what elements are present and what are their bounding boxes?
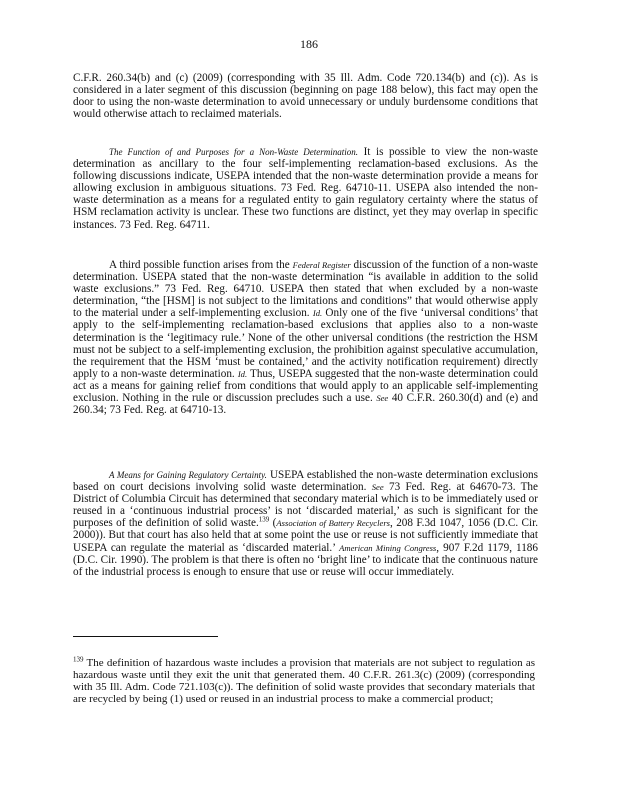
paragraph-text: C.F.R. 260.34(b) and (c) (2009) (corresponding with 35 Ill. Adm. Code 720.134(b) and (c)). As is considered in a later segment of this discussion (beginning on page 188 below), this fact may open the door to using the non-waste determination to avoid unnecessary or unduly burdensome conditions that would otherwise attach to reclaimed materials. <box>73 72 538 121</box>
text-run: discussion of the function of a non-waste determination. USEPA stated that the non-waste determination “is available in addition to the solid waste exclusions.” 73 Fed. Reg. 64710. USEPA then stated that when excluded by a non-waste determination, “the [HSM] is not subject to the limitations and conditions” that would otherwise apply to the material under a self-implementing exclusion. <box>73 259 538 320</box>
text-run: USEPA established the non-waste determination exclusions based on court decisions involving solid waste determination. <box>73 469 538 494</box>
citation-italic: Id. <box>237 368 248 379</box>
footnote-text: The definition of hazardous waste includes a provision that materials are not subject to regulation as hazardous waste until they exit the unit that generated them. 40 C.F.R. 261.3(c) (2009) (corresponding with 35 Ill. Adm. Code 721.103(c)). The definition of solid waste provides that secondary materials that are recycled by being (1) used or reused in an industrial process to make a commercial product; <box>73 657 535 705</box>
footnote <box>73 657 535 705</box>
paragraph-third-function <box>73 259 538 416</box>
text-run: Only one of the five ‘universal conditions’ that apply to the self-implementing reclamation-based exclusions that applies also to a non-waste determination is the ‘legitimacy rule.’ None of the other universal conditions (the restriction the HSM must not be subject to a self-implementing exclusion, the prohibition against speculative accumulation, the requirement that the HSM ‘must be contained,’ and the activity notification requirement) directly apply to a non-waste determination. <box>73 307 538 380</box>
footnote-number: 139 <box>73 655 84 664</box>
case-name-italic: Association of Battery Recyclers <box>276 518 391 529</box>
case-name-italic: American Mining Congress <box>339 542 437 553</box>
citation-italic: See <box>376 393 389 404</box>
section-heading: A Means for Gaining Regulatory Certainty. <box>109 470 267 480</box>
text-run: A third possible function arises from the <box>109 259 293 271</box>
text-run: , 208 F.3d 1047, 1056 (D.C. Cir. 2000)). But that court has also held that at some point the use or reuse is not sufficiently immediate that USEPA can regulate the material as ‘discarded material.’ <box>73 517 538 554</box>
citation-italic: Federal Register <box>292 260 351 270</box>
footnote-reference[interactable]: 139 <box>258 515 270 524</box>
text-run: , 907 F.2d 1179, 1186 (D.C. Cir. 1990). The problem is that there is often no ‘bright line’ to indicate that the continuous nature of the industrial process is enough to ensure that use or reuse will occur immediately. <box>73 541 539 578</box>
text-run: ( <box>269 517 277 530</box>
paragraph-continuation <box>73 72 538 120</box>
text-run: Thus, USEPA suggested that the non-waste determination could act as a means for gaining relief from conditions that would apply to an applicable self-implementing exclusion. Nothing in the rule or discussion precludes such a use. <box>73 367 539 405</box>
text-run: 73 Fed. Reg. at 64670-73. The District of Columbia Circuit has determined that secondary material which is to be immediately used or reused in a ‘continuous industrial process’ is not ‘discarded material,’ as such is significant for the purposes of the definition of solid waste. <box>73 481 538 530</box>
section-heading: The Function of and Purposes for a Non-Waste Determination. <box>109 147 359 157</box>
paragraph-regulatory-certainty <box>73 469 538 578</box>
paragraph-text: It is possible to view the non-waste determination as ancillary to the four self-implementing reclamation-based exclusions. As the following discussions indicate, USEPA intended that the non-waste determination provide a means for allowing exclusion in ambiguous situations. 73 Fed. Reg. 64710-11. USEPA also intended the non-waste determination as a means for a regulated entity to gain regulatory certainty where the status of HSM reclamation activity is unclear. These two functions are distinct, yet they may overlap in specific instances. 73 Fed. Reg. 64711. <box>73 146 538 231</box>
citation-italic: Id. <box>312 308 323 319</box>
text-run: 40 C.F.R. 260.30(d) and (e) and 260.34; 73 Fed. Reg. at 64710-13. <box>73 392 538 417</box>
paragraph-function-and-purposes <box>73 146 538 231</box>
footnote-divider <box>73 636 218 637</box>
page-number: 186 <box>300 37 318 51</box>
citation-italic: See <box>371 482 384 493</box>
